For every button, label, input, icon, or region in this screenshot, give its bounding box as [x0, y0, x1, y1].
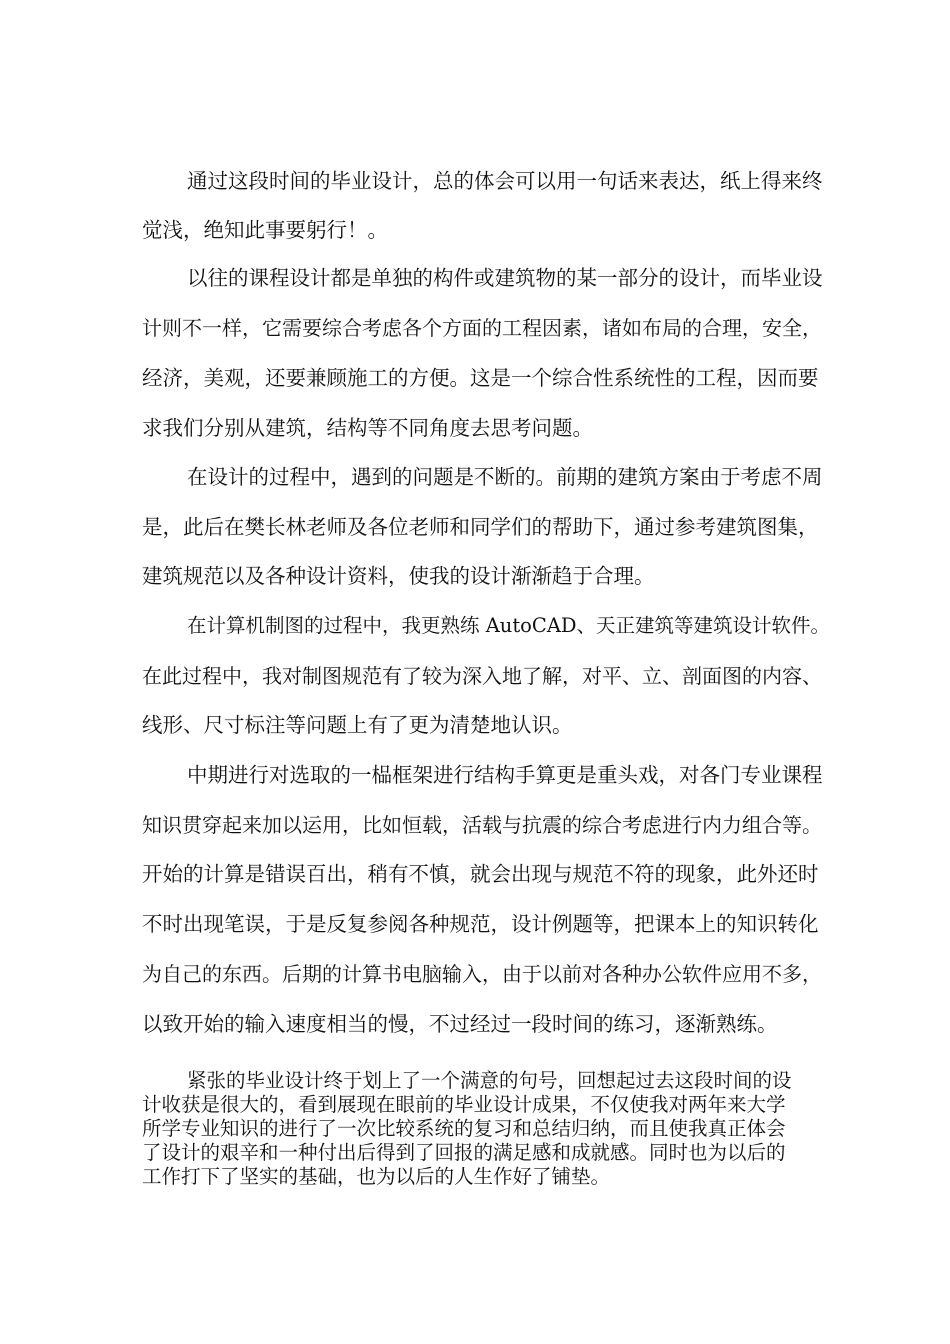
paragraph-6-line-5: 工作打下了坚实的基础，也为以后的人生作好了铺垫。	[142, 1165, 611, 1188]
paragraph-5-line-1: 中期进行对选取的一榀框架进行结构手算更是重头戏，对各门专业课程	[187, 763, 823, 787]
paragraph-6-line-2: 计收获是很大的，看到展现在眼前的毕业设计成果，不仅使我对两年来大学	[142, 1093, 786, 1116]
paragraph-5-line-2: 知识贯穿起来加以运用，比如恒载，活载与抗震的综合考虑进行内力组合等。	[142, 813, 822, 837]
paragraph-3-line-1: 在设计的过程中，遇到的问题是不断的。前期的建筑方案由于考虑不周	[187, 465, 823, 489]
paragraph-5-line-6: 以致开始的输入速度相当的慢，不过经过一段时间的练习，逐渐熟练。	[142, 1012, 778, 1036]
paragraph-2-line-2: 计则不一样，它需要综合考虑各个方面的工程因素，诸如布局的合理，安全，	[142, 316, 822, 340]
paragraph-1-line-2: 觉浅，绝知此事要躬行！。	[142, 218, 388, 242]
paragraph-3-line-2: 是，此后在樊长林老师及各位老师和同学们的帮助下，通过参考建筑图集，	[142, 515, 819, 539]
paragraph-2-line-3: 经济，美观，还要兼顾施工的方便。这是一个综合性系统性的工程，因而要	[142, 366, 819, 390]
paragraph-6-line-1: 紧张的毕业设计终于划上了一个满意的句号，回想起过去这段时间的设	[187, 1069, 792, 1092]
paragraph-4-line-3: 线形、尺寸标注等问题上有了更为清楚地认识。	[142, 713, 573, 737]
paragraph-5-line-3: 开始的计算是错误百出，稍有不慎，就会出现与规范不符的现象，此外还时	[142, 862, 819, 886]
paragraph-3-line-3: 建筑规范以及各种设计资料，使我的设计渐渐趋于合理。	[142, 564, 655, 588]
paragraph-2-line-1: 以往的课程设计都是单独的构件或建筑物的某一部分的设计，而毕业设	[187, 266, 823, 290]
paragraph-1-line-1: 通过这段时间的毕业设计，总的体会可以用一句话来表达，纸上得来终	[187, 169, 823, 193]
paragraph-4-line-2: 在此过程中，我对制图规范有了较为深入地了解，对平、立、剖面图的内容、	[142, 664, 822, 688]
paragraph-2-line-4: 求我们分别从建筑，结构等不同角度去思考问题。	[142, 416, 593, 440]
paragraph-4-line-1: 在计算机制图的过程中，我更熟练 AutoCAD、天正建筑等建筑设计软件。	[187, 614, 831, 637]
paragraph-6-line-3: 所学专业知识的进行了一次比较系统的复习和总结归纳，而且使我真正体会	[142, 1117, 786, 1140]
paragraph-5-line-5: 为自己的东西。后期的计算书电脑输入，由于以前对各种办公软件应用不多，	[142, 962, 822, 986]
paragraph-6-line-4: 了设计的艰辛和一种付出后得到了回报的满足感和成就感。同时也为以后的	[142, 1141, 786, 1164]
paragraph-5-line-4: 不时出现笔误，于是反复参阅各种规范，设计例题等，把课本上的知识转化	[142, 912, 819, 936]
